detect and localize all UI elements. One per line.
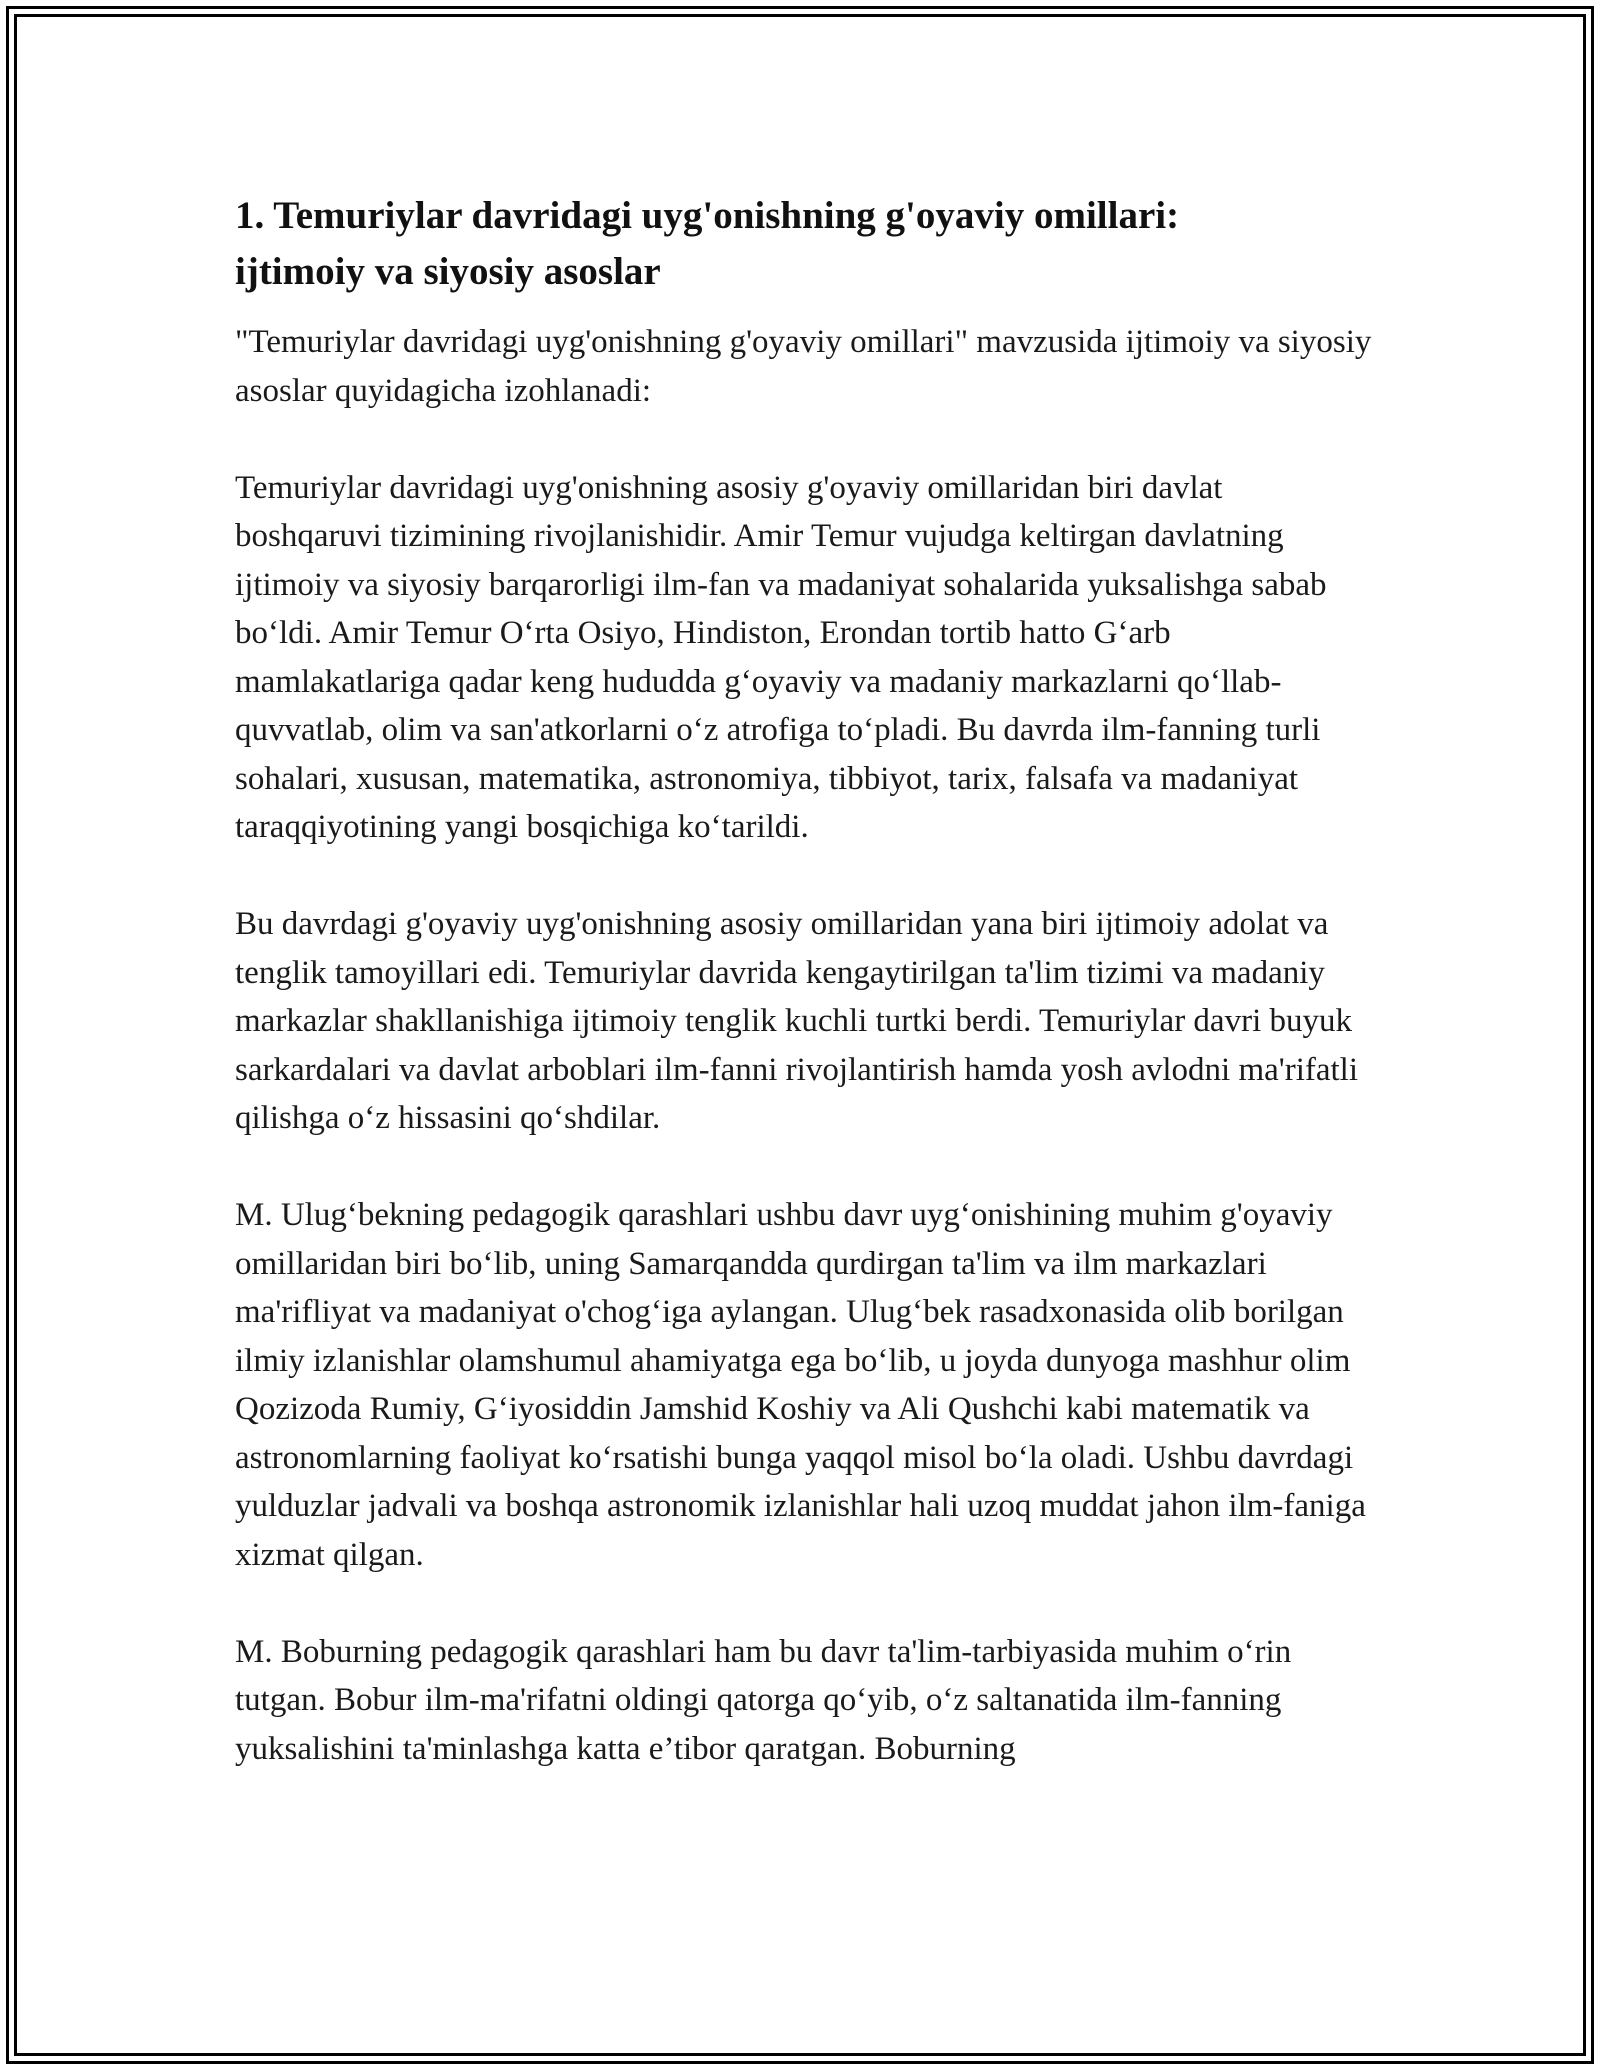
document-heading [235,188,1375,300]
document-body [235,188,1375,1822]
heading-line-2: ijtimoiy va siyosiy asoslar [235,250,661,293]
paragraph-state-governance: Temuriylar davridagi uyg'onishning asosiy g'oyaviy omillaridan biri davlat boshqaruvi tizimining rivojlanishidir. Amir Temur vujudga keltirgan davlatning ijtimoiy va siyosiy barqarorligi ilm-fan va madaniyat sohalarida yuksalishga sabab bo‘ldi. Amir Temur O‘rta Osiyo, Hindiston, Erondan tortib hatto G‘arb mamlakatlariga qadar keng hududda g‘oyaviy va madaniy markazlarni qo‘llab-quvvatlab, olim va san'atkorlarni o‘z atrofiga to‘pladi. Bu davrda ilm-fanning turli sohalari, xususan, matematika, astronomiya, tibbiyot, tarix, falsafa va madaniyat taraqqiyotining yangi bosqichiga ko‘tarildi. [235,469,1327,845]
paragraph-intro: "Temuriylar davridagi uyg'onishning g'oyaviy omillari" mavzusida ijtimoiy va siyosiy asoslar quyidagicha izohlanadi: [235,324,1372,409]
heading-line-1: 1. Temuriylar davridagi uyg'onishning g'oyaviy omillari: [235,194,1180,237]
paragraph-social-justice: Bu davrdagi g'oyaviy uyg'onishning asosiy omillaridan yana biri ijtimoiy adolat va tenglik tamoyillari edi. Temuriylar davrida kengaytirilgan ta'lim tizimi va madaniy markazlar shakllanishiga ijtimoiy tenglik kuchli turtki berdi. Temuriylar davri buyuk sarkardalari va davlat arboblari ilm-fanni rivojlantirish hamda yosh avlodni ma'rifatli qilishga o‘z hissasini qo‘shdilar. [235,906,1358,1136]
paragraph-ulugbek: M. Ulug‘bekning pedagogik qarashlari ushbu davr uyg‘onishining muhim g'oyaviy omillaridan biri bo‘lib, uning Samarqandda qurdirgan ta'lim va ilm markazlari ma'rifliyat va madaniyat o'chog‘iga aylangan. Ulug‘bek rasadxonasida olib borilgan ilmiy izlanishlar olamshumul ahamiyatga ega bo‘lib, u joyda dunyoga mashhur olim Qozizoda Rumiy, G‘iyosiddin Jamshid Koshiy va Ali Qushchi kabi matematik va astronomlarning faoliyat ko‘rsatishi bunga yaqqol misol bo‘la oladi. Ushbu davrdagi yulduzlar jadvali va boshqa astronomik izlanishlar hali uzoq muddat jahon ilm-faniga xizmat qilgan. [235,1197,1366,1573]
paragraph-bobur: M. Boburning pedagogik qarashlari ham bu davr ta'lim-tarbiyasida muhim o‘rin tutgan. Bobur ilm-ma'rifatni oldingi qatorga qo‘yib, o‘z saltanatida ilm-fanning yuksalishini ta'minlashga katta e’tibor qaratgan. Boburning [235,1633,1292,1767]
